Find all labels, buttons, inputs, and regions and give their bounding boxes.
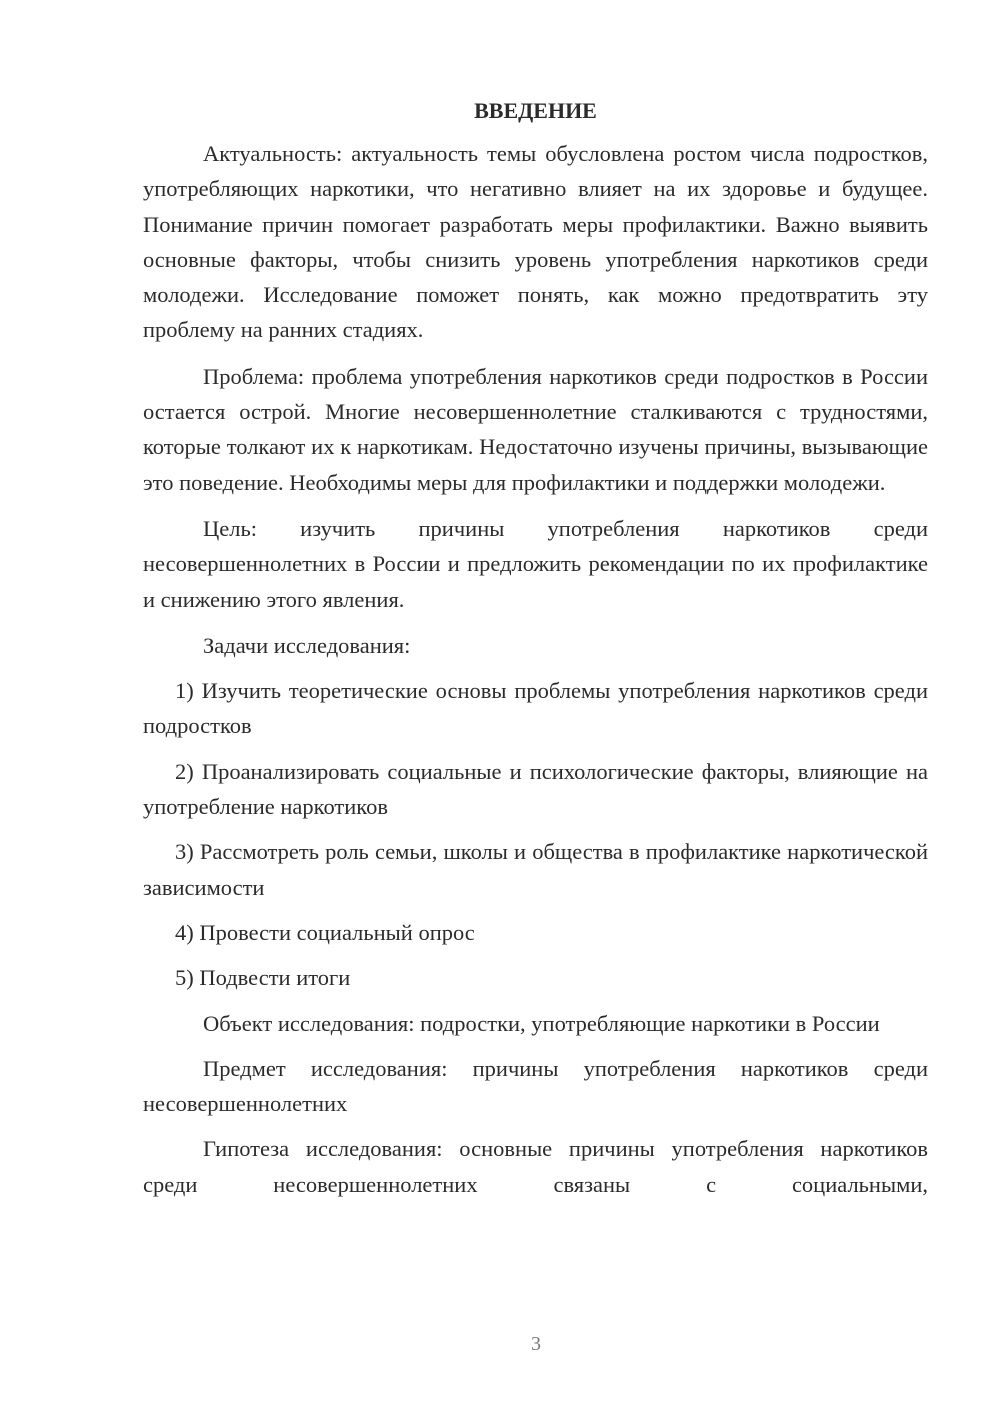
task-item-1: 1) Изучить теоретические основы проблемы употребления наркотиков среди подростков: [143, 678, 928, 739]
tasks-heading: Задачи исследования:: [203, 632, 411, 658]
task-item-2: 2) Проанализировать социальные и психологические факторы, влияющие на употребление наркотиков: [143, 758, 928, 820]
document-body: [143, 96, 928, 1202]
hypothesis-paragraph: Гипотеза исследования: основные причины употребления наркотиков среди несовершеннолетних связаны с социальными,: [143, 1136, 928, 1197]
page-title: ВВЕДЕНИЕ: [474, 98, 597, 123]
task-item-5: 5) Подвести итоги: [175, 965, 351, 991]
object-paragraph: Объект исследования: подростки, употребляющие наркотики в России: [203, 1010, 880, 1036]
task-item-3: 3) Рассмотреть роль семьи, школы и общества в профилактике наркотической зависимости: [143, 839, 928, 900]
relevance-paragraph: Актуальность: актуальность темы обусловлена ростом числа подростков, употребляющих наркотики, что негативно влияет на их здоровье и будущее. Понимание причин помогает разработать меры профилактики. Важно выявить основные факторы, чтобы снизить уровень употребления наркотиков среди молодежи. Исследование поможет понять, как можно предотвратить эту проблему на ранних стадиях.: [143, 141, 928, 343]
task-item-4: 4) Провести социальный опрос: [175, 919, 475, 945]
problem-paragraph: Проблема: проблема употребления наркотиков среди подростков в России остается острой. Многие несовершеннолетние сталкиваются с трудностями, которые толкают их к наркотикам. Недостаточно изучены причины, вызывающие это поведение. Необходимы меры для профилактики и поддержки молодежи.: [143, 363, 928, 495]
subject-paragraph: Предмет исследования: причины употребления наркотиков среди несовершеннолетних: [143, 1055, 928, 1117]
goal-paragraph: Цель: изучить причины употребления наркотиков среди несовершеннолетних в России и предложить рекомендации по их профилактике и снижению этого явления.: [143, 515, 928, 612]
page-number: 3: [531, 1333, 541, 1355]
